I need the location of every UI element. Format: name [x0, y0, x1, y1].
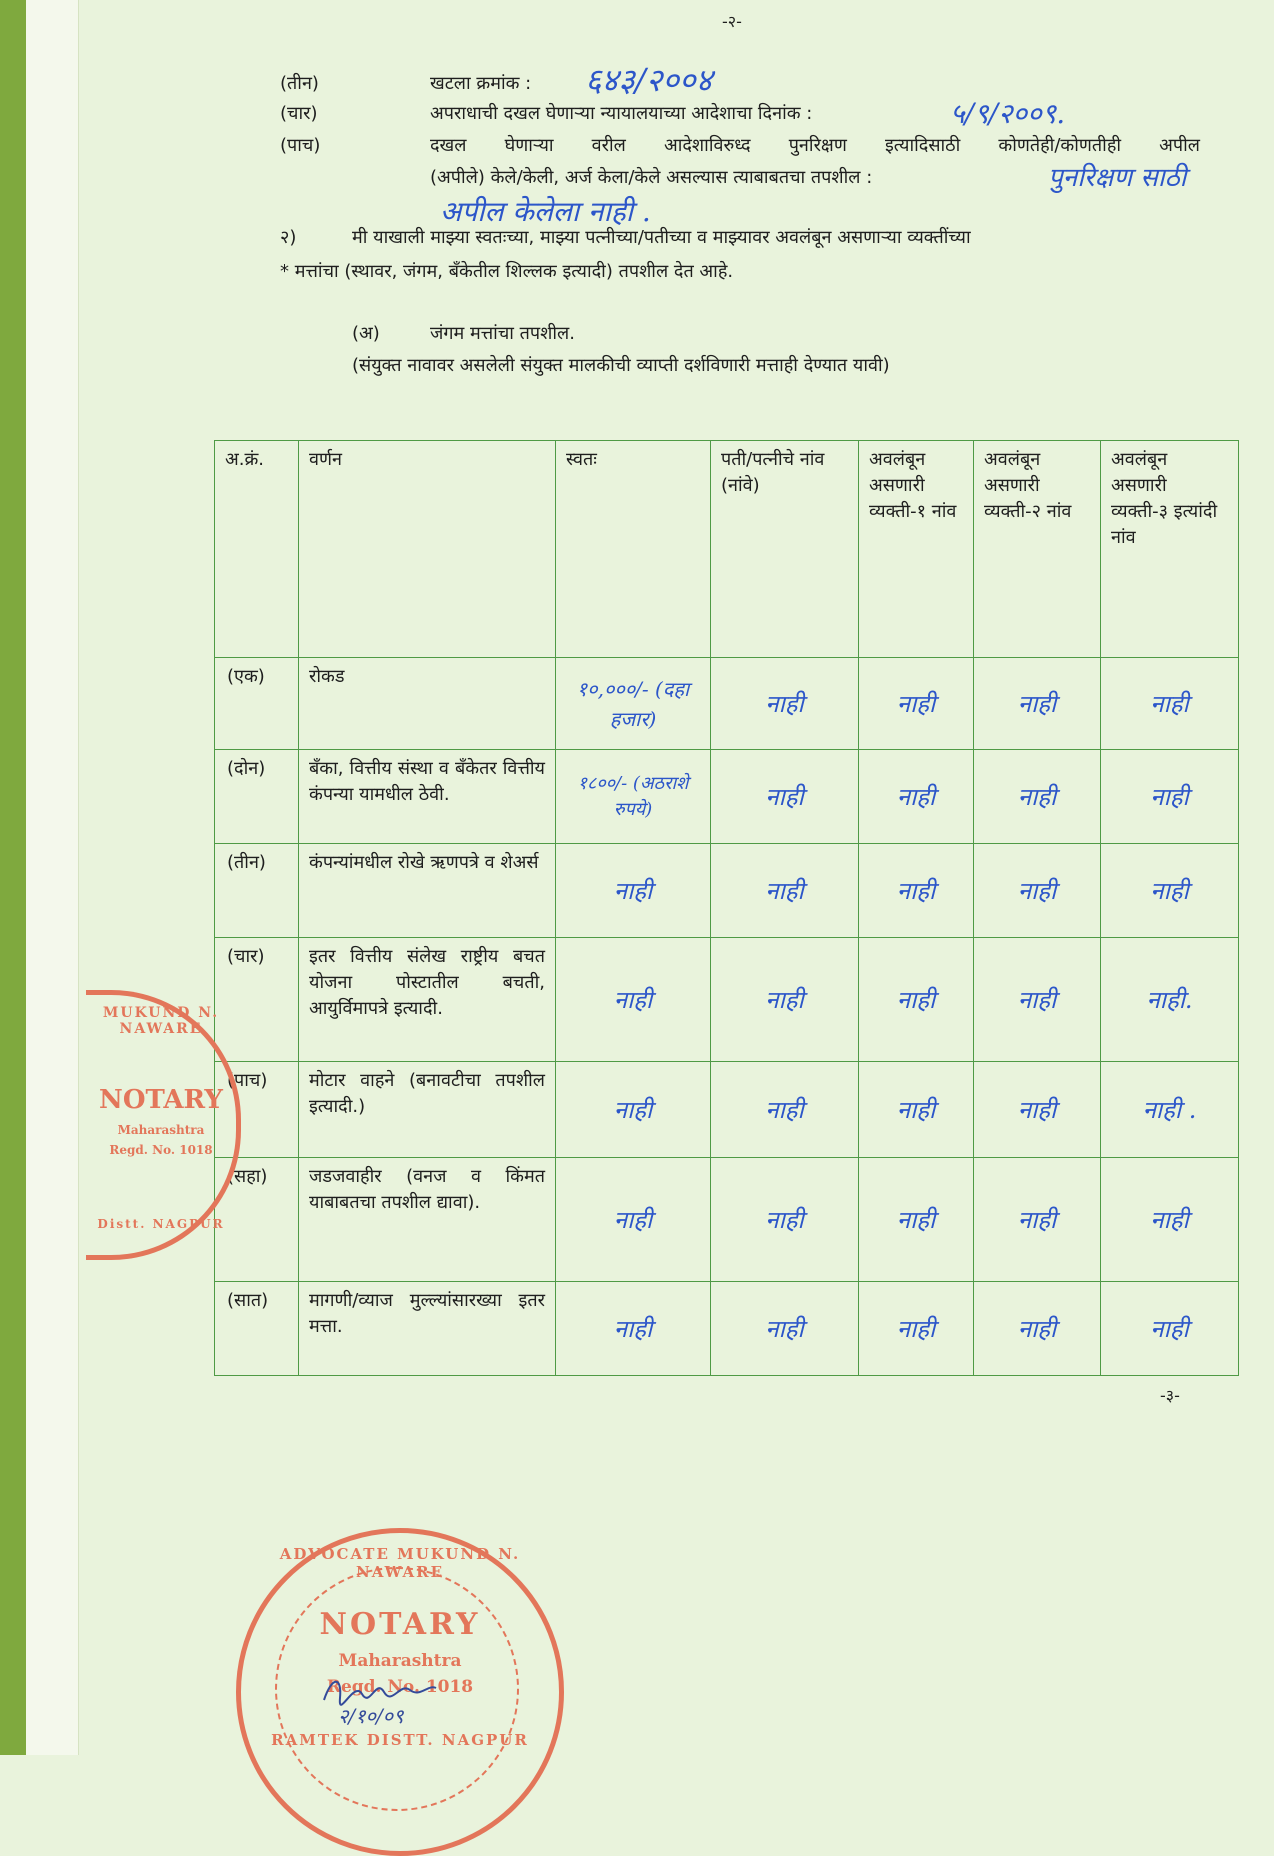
row-description: इतर वित्तीय संलेख राष्ट्रीय बचत योजना पोस्टातील बचती, आयुर्विमापत्रे इत्यादी.	[299, 938, 556, 1062]
para2-line2: * मत्तांचा (स्थावर, जंगम, बँकेतील शिल्लक इत्यादी) तपशील देत आहे.	[280, 261, 734, 282]
table-row	[215, 938, 1239, 1062]
row-dep2-value: नाही	[974, 938, 1101, 1062]
section-a-number: (अ)	[352, 323, 380, 344]
table-row	[215, 844, 1239, 938]
row-dep3-value: नाही	[1101, 750, 1239, 844]
seal-regd-number: Regd. No. 1018	[326, 1677, 474, 1697]
line3-number: (तीन)	[280, 73, 319, 94]
row-description: जडजवाहीर (वनज व किंमत याबाबतचा तपशील द्यावा).	[299, 1158, 556, 1282]
row-dep2-value: नाही	[974, 658, 1101, 750]
row-dep1-value: नाही	[859, 750, 974, 844]
row-self-value: नाही	[556, 938, 711, 1062]
row-dep3-value: नाही	[1101, 844, 1239, 938]
row-dep3-value: नाही.	[1101, 938, 1239, 1062]
row-number: (चार)	[215, 938, 299, 1062]
side-seal-regd: Regd. No. 1018	[109, 1143, 213, 1157]
row-self-value: नाही	[556, 1282, 711, 1376]
row-description: मागणी/व्याज मुल्ल्यांसारख्या इतर मत्ता.	[299, 1282, 556, 1376]
line4-number: (चार)	[280, 103, 318, 124]
appeal-text-line1: दखल घेणाऱ्या वरील आदेशाविरुध्द पुनरिक्षण इत्यादिसाठी कोणतेही/कोणतीही अपील	[430, 135, 1200, 156]
page-number-bottom: -३-	[1160, 1386, 1180, 1405]
row-dep1-value: नाही	[859, 844, 974, 938]
table-row	[215, 1158, 1239, 1282]
row-description: बँका, वित्तीय संस्था व बँकेतर वित्तीय कंपन्या यामधील ठेवी.	[299, 750, 556, 844]
seal-ring-bottom: RAMTEK DISTT. NAGPUR	[271, 1731, 529, 1749]
row-spouse-value: नाही	[711, 938, 859, 1062]
row-self-value: नाही	[556, 844, 711, 938]
row-spouse-value: नाही	[711, 750, 859, 844]
order-date-handwritten: ५/९/२००९.	[950, 97, 1066, 130]
page-number-top: -२-	[722, 12, 742, 31]
row-number: (पाच)	[215, 1062, 299, 1158]
movable-assets-table	[214, 440, 1239, 1376]
signature-date: २/१०/०९	[338, 1704, 404, 1728]
appeal-handwritten-2: अपील केलेला नाही .	[440, 195, 651, 228]
row-dep3-value: नाही .	[1101, 1062, 1239, 1158]
table-header-row	[215, 441, 1239, 658]
row-number: (दोन)	[215, 750, 299, 844]
seal-ring-top: ADVOCATE MUKUND N. NAWARE	[279, 1545, 521, 1581]
table-row	[215, 750, 1239, 844]
row-spouse-value: नाही	[711, 844, 859, 938]
section-a-title: जंगम मत्तांचा तपशील.	[430, 323, 575, 344]
row-description: रोकड	[299, 658, 556, 750]
row-spouse-value: नाही	[711, 1282, 859, 1376]
row-spouse-value: नाही	[711, 1062, 859, 1158]
row-dep3-value: नाही	[1101, 658, 1239, 750]
appeal-handwritten-1: पुनरिक्षण साठी	[1048, 163, 1187, 193]
row-dep2-value: नाही	[974, 750, 1101, 844]
header-dependent-3: अवलंबून असणारी व्यक्ती-३ इत्यांदी नांव	[1101, 441, 1239, 658]
row-description: मोटार वाहने (बनावटीचा तपशील इत्यादी.)	[299, 1062, 556, 1158]
side-seal-ring-text: MUKUND N. NAWARE	[102, 1005, 220, 1037]
line5-number: (पाच)	[280, 135, 321, 156]
row-dep1-value: नाही	[859, 1158, 974, 1282]
side-notary-seal	[86, 990, 241, 1260]
header-sr: अ.क्रं.	[215, 441, 299, 658]
side-seal-title: NOTARY	[99, 1085, 223, 1115]
row-dep1-value: नाही	[859, 1282, 974, 1376]
row-self-value: नाही	[556, 1062, 711, 1158]
row-number: (सात)	[215, 1282, 299, 1376]
header-description: वर्णन	[299, 441, 556, 658]
para2-line1: मी याखाली माझ्या स्वतःच्या, माझ्या पत्नीच्या/पतीच्या व माझ्यावर अवलंबून असणाऱ्या व्यक्तींच्या	[352, 227, 971, 248]
row-number: (एक)	[215, 658, 299, 750]
header-dependent-2: अवलंबून असणारी व्यक्ती-२ नांव	[974, 441, 1101, 658]
row-dep2-value: नाही	[974, 1158, 1101, 1282]
seal-title: NOTARY	[319, 1607, 481, 1642]
section-a-note: (संयुक्त नावावर असलेली संयुक्त मालकीची व्याप्ती दर्शविणारी मत्ताही देण्यात यावी)	[352, 355, 890, 376]
left-paper-fold	[26, 0, 79, 1755]
case-number-label: खटला क्रमांक :	[430, 73, 532, 94]
row-dep1-value: नाही	[859, 938, 974, 1062]
row-description: कंपन्यांमधील रोखे ऋणपत्रे व शेअर्स	[299, 844, 556, 938]
side-seal-state: Maharashtra	[117, 1123, 205, 1137]
row-dep2-value: नाही	[974, 1062, 1101, 1158]
table-row	[215, 1062, 1239, 1158]
row-dep1-value: नाही	[859, 658, 974, 750]
row-self-value: १८००/- (अठराशे रुपये)	[556, 750, 711, 844]
header-dependent-1: अवलंबून असणारी व्यक्ती-१ नांव	[859, 441, 974, 658]
row-self-value: नाही	[556, 1158, 711, 1282]
row-dep3-value: नाही	[1101, 1282, 1239, 1376]
row-self-value: १०,०००/- (दहा हजार)	[556, 658, 711, 750]
header-spouse: पती/पत्नीचे नांव (नांवे)	[711, 441, 859, 658]
row-spouse-value: नाही	[711, 1158, 859, 1282]
table-row	[215, 1282, 1239, 1376]
row-spouse-value: नाही	[711, 658, 859, 750]
appeal-text-line2: (अपीले) केले/केली, अर्ज केला/केले असल्यास त्याबाबतचा तपशील :	[430, 167, 873, 188]
seal-state: Maharashtra	[338, 1651, 462, 1671]
side-seal-place: Distt. NAGPUR	[97, 1217, 225, 1231]
table-row	[215, 658, 1239, 750]
order-date-label: अपराधाची दखल घेणाऱ्या न्यायालयाच्या आदेशाचा दिनांक :	[430, 103, 813, 124]
row-number: (तीन)	[215, 844, 299, 938]
row-number: (सहा)	[215, 1158, 299, 1282]
row-dep2-value: नाही	[974, 844, 1101, 938]
row-dep3-value: नाही	[1101, 1158, 1239, 1282]
left-green-edge	[0, 0, 26, 1755]
header-self: स्वतः	[556, 441, 711, 658]
case-number-handwritten: ६४३/२००४	[585, 61, 713, 99]
para2-number: २)	[280, 227, 297, 248]
row-dep2-value: नाही	[974, 1282, 1101, 1376]
row-dep1-value: नाही	[859, 1062, 974, 1158]
